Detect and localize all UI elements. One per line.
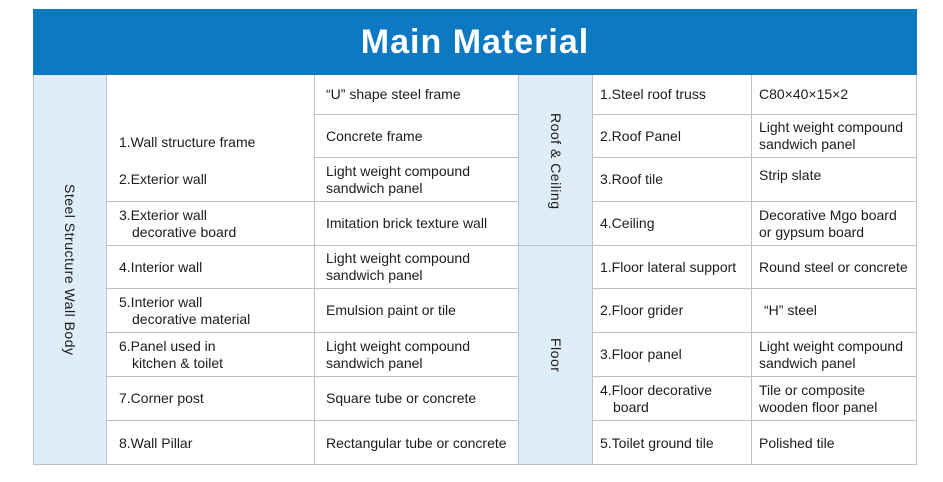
title-banner [33,9,917,75]
item-cell: 3.Roof tile [593,158,752,202]
item-cell: 3.Floor panel [593,333,752,377]
item-cell: 4.Interior wall [107,246,315,289]
material-cell: “U” shape steel frame [315,75,519,115]
material-cell: Square tube or concrete [315,377,519,421]
category-roof-ceiling [519,75,593,246]
item-cell: 1.Wall structure frame [107,75,315,202]
material-cell: Strip slate [752,158,917,202]
material-cell: Decorative Mgo board or gypsum board [752,202,917,246]
item-cell: 5.Interior wall decorative material [107,289,315,333]
material-cell: Polished tile [752,421,917,465]
page-title: Main Material [360,22,590,61]
material-cell: Tile or composite wooden floor panel [752,377,917,421]
material-cell: Light weight compound sandwich panel [752,115,917,158]
item-cell: 4.Floor decorative board [593,377,752,421]
category-floor [519,246,593,465]
item-cell: 6.Panel used in kitchen & toilet [107,333,315,377]
material-cell: Light weight compound sandwich panel [315,158,519,202]
category-label: Roof & Ceiling [548,113,564,210]
item-cell: 1.Floor lateral support [593,246,752,289]
material-cell: Light weight compound sandwich panel [315,333,519,377]
material-table [33,75,917,465]
material-cell: “H” steel [752,289,917,333]
item-cell: 2.Roof Panel [593,115,752,158]
material-cell: Rectangular tube or concrete [315,421,519,465]
material-cell: Emulsion paint or tile [315,289,519,333]
item-cell: 2.Floor grider [593,289,752,333]
material-cell: Round steel or concrete [752,246,917,289]
item-cell: 7.Corner post [107,377,315,421]
item-cell: 2.Exterior wall [107,158,315,202]
item-cell: 4.Ceiling [593,202,752,246]
material-cell: Concrete frame [315,115,519,158]
item-cell: 3.Exterior wall decorative board [107,202,315,246]
item-cell: 1.Steel roof truss [593,75,752,115]
category-wall-body [33,75,107,465]
material-cell: Light weight compound sandwich panel [315,246,519,289]
category-label: Floor [548,338,564,373]
category-label: Steel Structure Wall Body [62,183,78,356]
item-cell: 5.Toilet ground tile [593,421,752,465]
material-cell: Light weight compound sandwich panel [752,333,917,377]
material-cell: C80×40×15×2 [752,75,917,115]
item-cell: 8.Wall Pillar [107,421,315,465]
material-cell: Imitation brick texture wall [315,202,519,246]
